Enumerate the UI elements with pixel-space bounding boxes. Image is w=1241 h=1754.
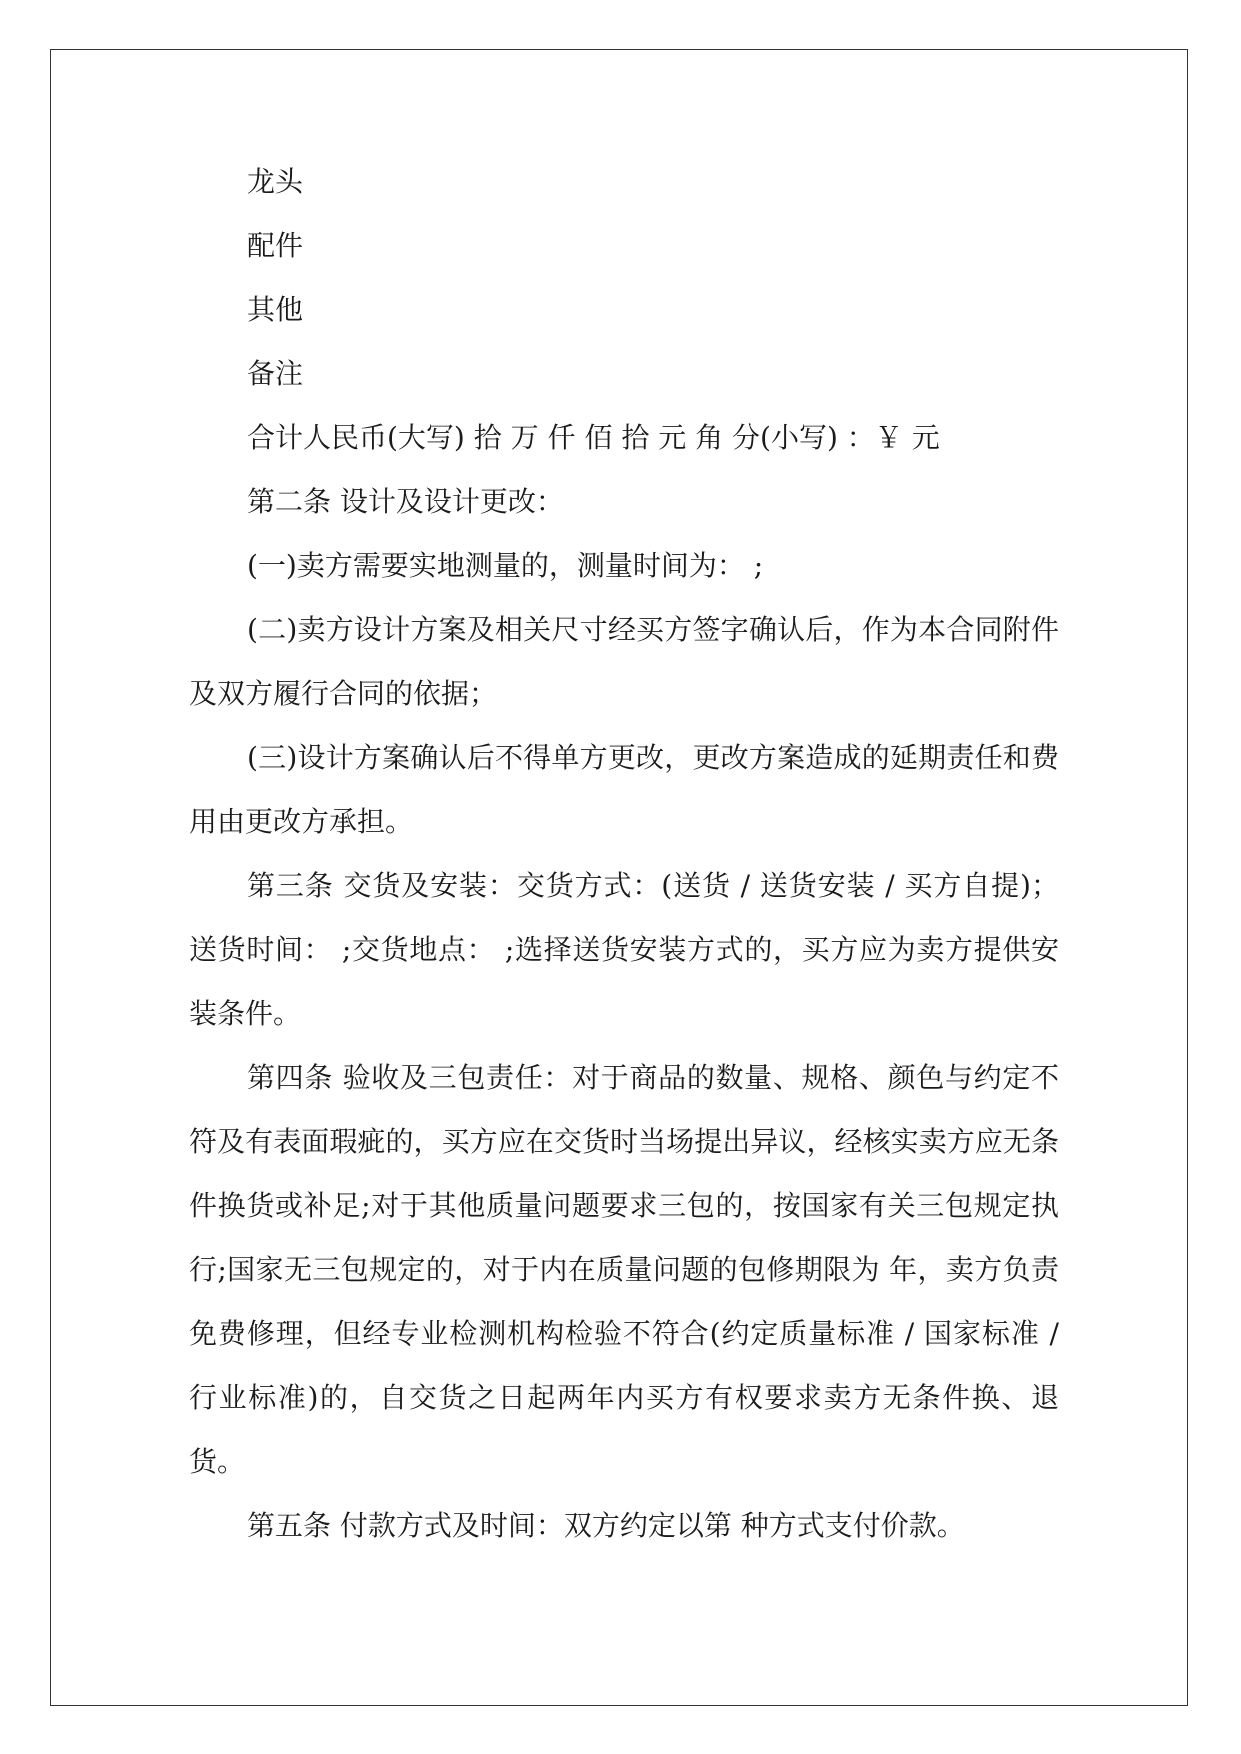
item-other: 其他 <box>247 293 304 326</box>
item-accessories: 配件 <box>247 229 304 262</box>
item-faucet: 龙头 <box>247 165 304 198</box>
item-remarks: 备注 <box>247 357 304 390</box>
article-3: 第三条 交货及安装：交货方式：(送货 / 送货安装 / 买方自提)；送货时间： ;交货地点： ;选择送货安装方式的，买方应为卖方提供安装条件。 <box>189 869 1059 1030</box>
article-2-title: 第二条 设计及设计更改： <box>247 485 564 518</box>
article-2-clause-2: (二)卖方设计方案及相关尺寸经买方签字确认后，作为本合同附件及双方履行合同的依据； <box>189 613 1059 710</box>
total-amount-line: 合计人民币(大写) 拾 万 仟 佰 拾 元 角 分(小写) ：￥ 元 <box>247 421 940 454</box>
article-5: 第五条 付款方式及时间：双方约定以第 种方式支付价款。 <box>247 1509 965 1542</box>
article-2-clause-3: (三)设计方案确认后不得单方更改，更改方案造成的延期责任和费用由更改方承担。 <box>189 741 1059 838</box>
article-2-clause-1: (一)卖方需要实地测量的，测量时间为： ; <box>247 549 764 582</box>
article-4: 第四条 验收及三包责任：对于商品的数量、规格、颜色与约定不符及有表面瑕疵的，买方应在交货时当场提出异议，经核实卖方应无条件换货或补足;对于其他质量问题要求三包的，按国家有关三包规定执行;国家无三包规定的，对于内在质量问题的包修期限为 年，卖方负责免费修理，但经专业检测机构检验不符合(约定质量标准 / 国家标准 / 行业标准)的，自交货之日起两年内买方有权要求卖方无条件换、退货。 <box>189 1061 1059 1478</box>
contract-body <box>189 150 1059 1558</box>
